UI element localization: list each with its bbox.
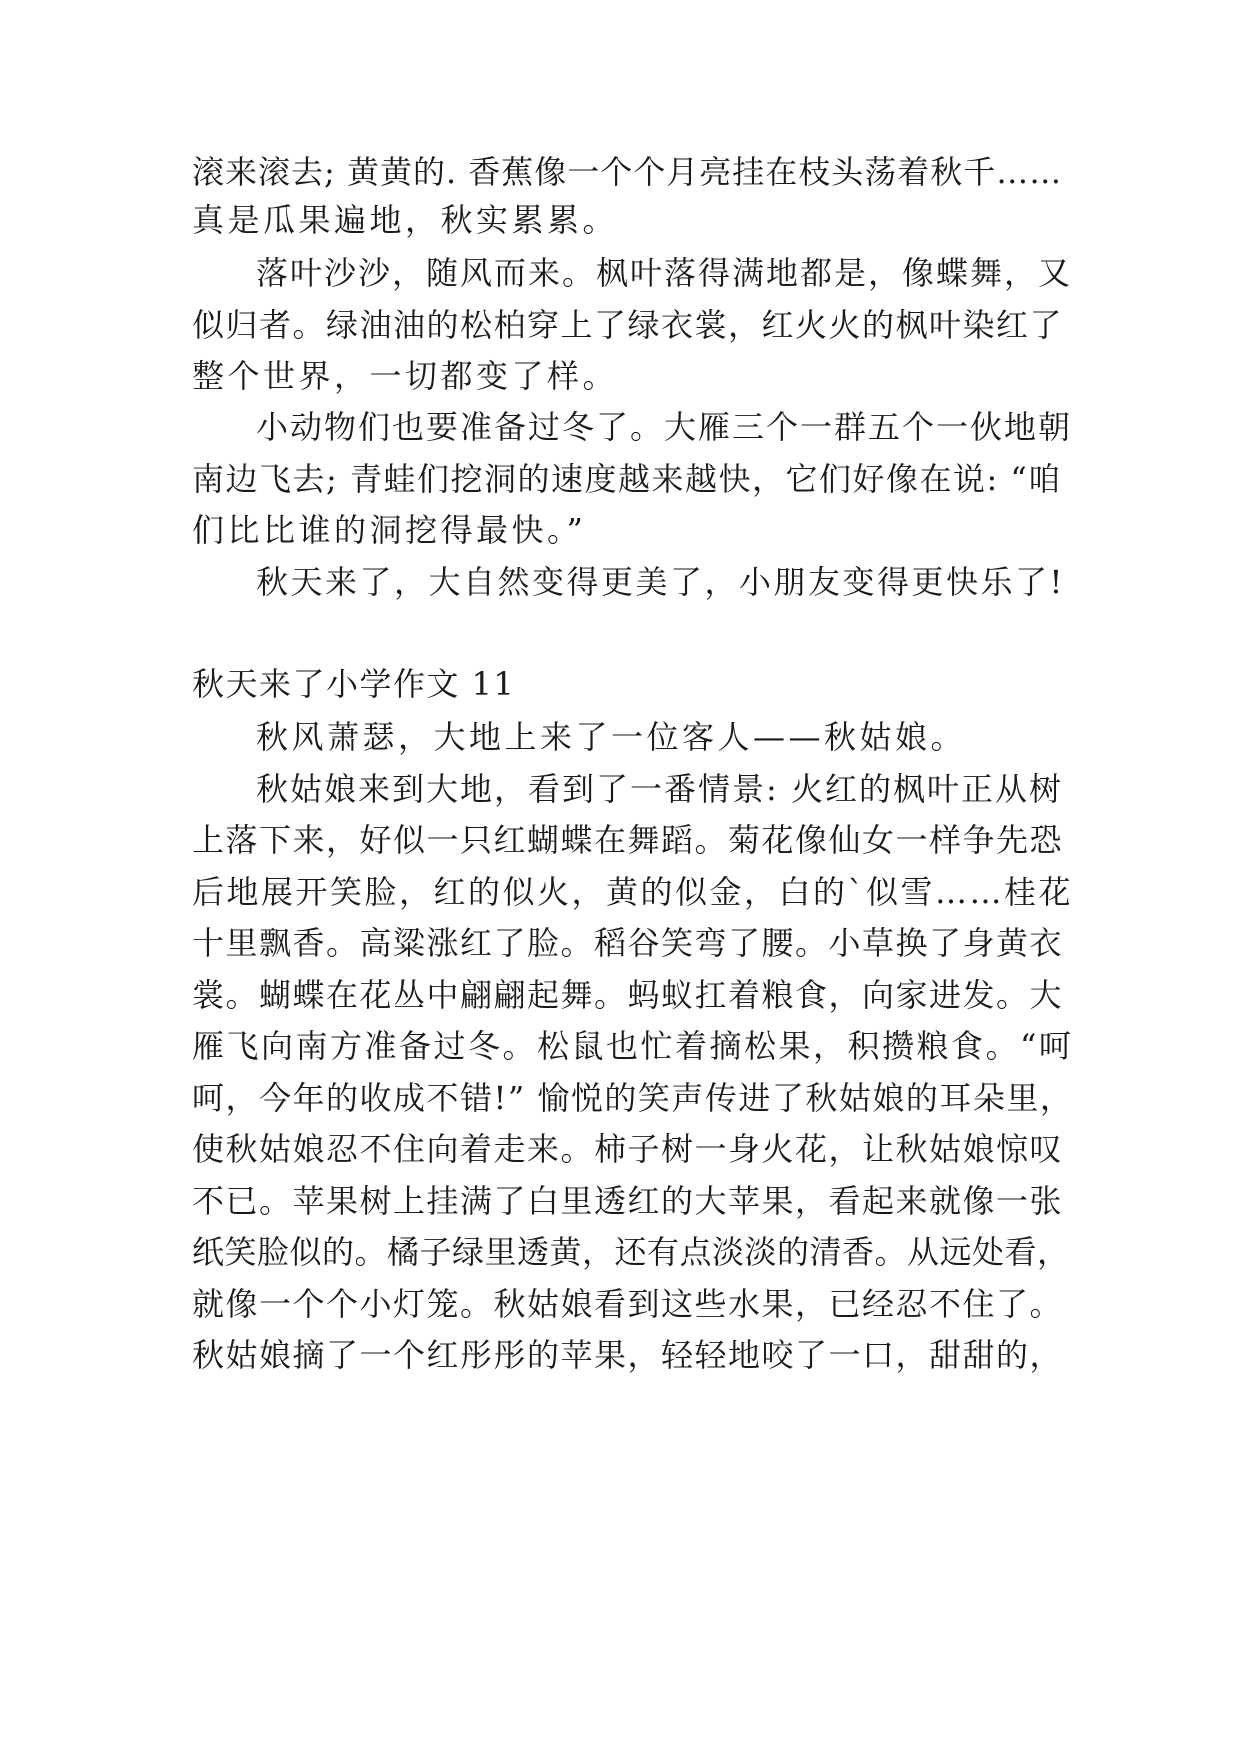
paragraph-line: 似归者。绿油油的松柏穿上了绿衣裳，红火火的枫叶染红了 bbox=[192, 306, 1064, 344]
paragraph-line: 就像一个个小灯笼。秋姑娘看到这些水果，已经忍不住了。 bbox=[192, 1285, 1064, 1323]
paragraph-line: 南边飞去; 青蛙们挖洞的速度越来越快，它们好像在说: “咱 bbox=[192, 460, 1062, 498]
paragraph-line: 小动物们也要准备过冬了。大雁三个一群五个一伙地朝 bbox=[256, 408, 1073, 446]
paragraph-line: 滚来滚去; 黄黄的. 香蕉像一个个月亮挂在枝头荡着秋千…… bbox=[192, 153, 1063, 191]
paragraph-line: 落叶沙沙，随风而来。枫叶落得满地都是，像蝶舞，又 bbox=[256, 254, 1073, 292]
paragraph-line: 真是瓜果遍地，秋实累累。 bbox=[192, 201, 619, 239]
paragraph-line: 使秋姑娘忍不住向着走来。柿子树一身火花，让秋姑娘惊叹 bbox=[192, 1130, 1064, 1168]
paragraph-line: 秋姑娘摘了一个红彤彤的苹果，轻轻地咬了一口，甜甜的， bbox=[192, 1336, 1064, 1374]
paragraph-line: 秋天来了，大自然变得更美了，小朋友变得更快乐了! bbox=[256, 563, 1065, 601]
paragraph-line: 们比比谁的洞挖得最快。” bbox=[192, 511, 587, 549]
paragraph-line: 呵，今年的收成不错!” 愉悦的笑声传进了秋姑娘的耳朵里， bbox=[192, 1079, 1074, 1117]
paragraph-line: 不已。苹果树上挂满了白里透红的大苹果，看起来就像一张 bbox=[192, 1182, 1064, 1220]
paragraph-line: 后地展开笑脸，红的似火，黄的似金，白的`似雪……桂花 bbox=[192, 873, 1074, 911]
section-title: 秋天来了小学作文 11 bbox=[192, 665, 516, 703]
paragraph-line: 裳。蝴蝶在花丛中翩翩起舞。蚂蚁扛着粮食，向家进发。大 bbox=[192, 976, 1064, 1014]
paragraph-line: 纸笑脸似的。橘子绿里透黄，还有点淡淡的清香。从远处看， bbox=[192, 1233, 1070, 1271]
paragraph-line: 雁飞向南方准备过冬。松鼠也忙着摘松果，积攒粮食。“呵 bbox=[192, 1027, 1074, 1065]
paragraph-line: 上落下来，好似一只红蝴蝶在舞蹈。菊花像仙女一样争先恐 bbox=[192, 821, 1064, 859]
paragraph-line: 秋姑娘来到大地，看到了一番情景: 火红的枫叶正从树 bbox=[256, 770, 1063, 808]
paragraph-line: 十里飘香。高粱涨红了脸。稻谷笑弯了腰。小草换了身黄衣 bbox=[192, 924, 1064, 962]
paragraph-line: 整个世界，一切都变了样。 bbox=[192, 357, 619, 395]
paragraph-line: 秋风萧瑟，大地上来了一位客人——秋姑娘。 bbox=[256, 718, 967, 756]
